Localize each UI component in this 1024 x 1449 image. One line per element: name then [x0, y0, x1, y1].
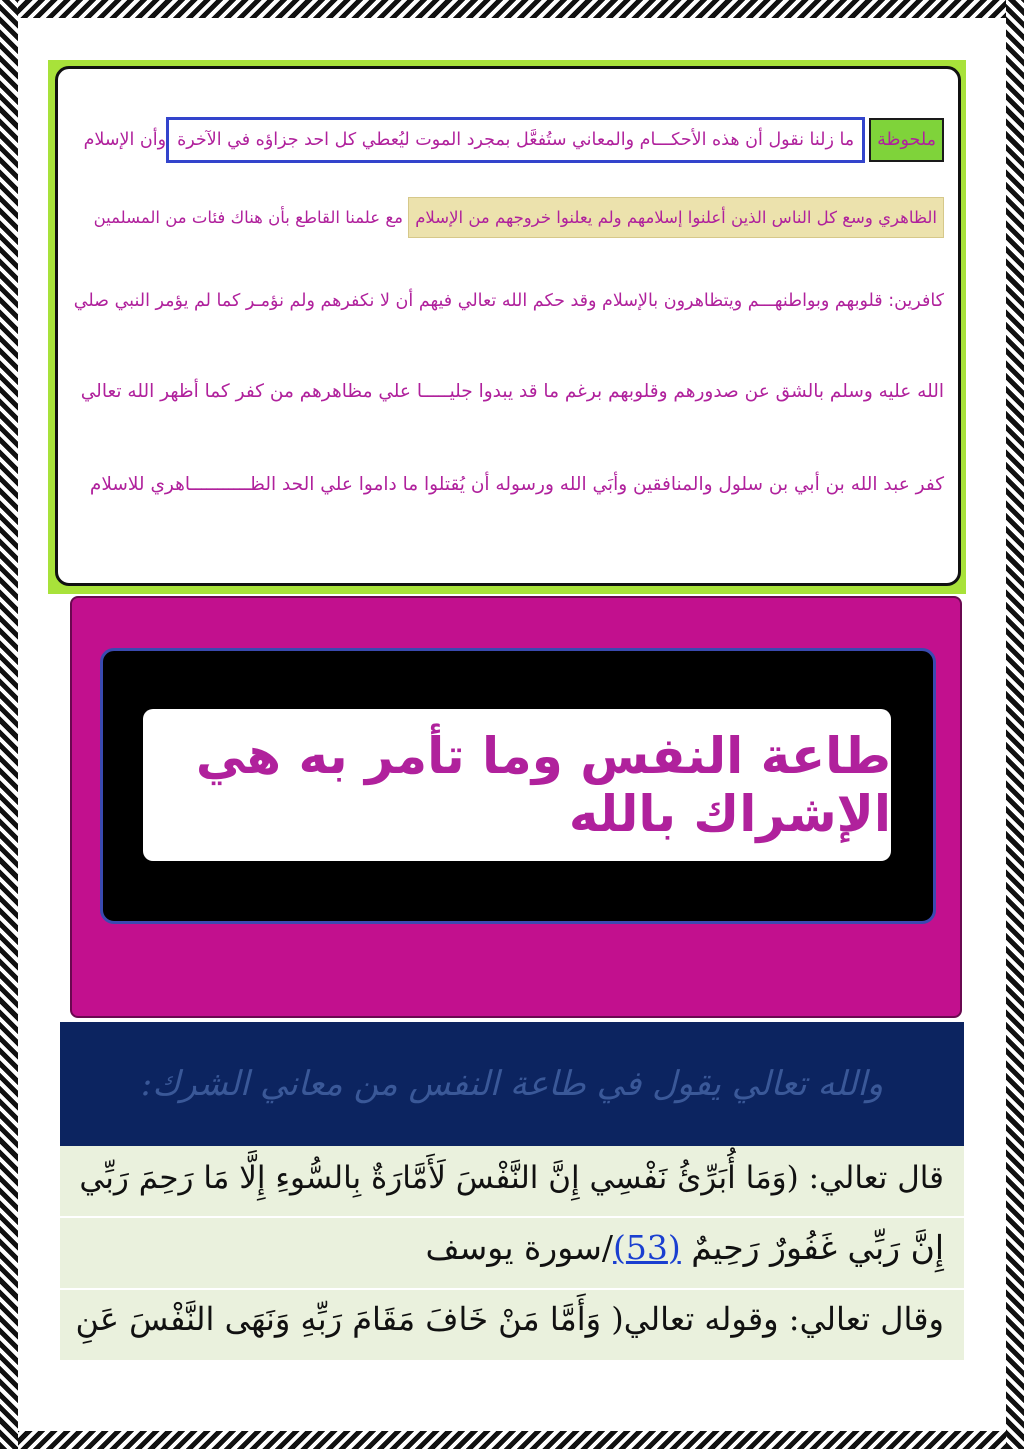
note-line-5: كفر عبد الله بن أبي بن سلول والمنافقين وأبَي الله ورسوله أن يُقتلوا ما داموا علي الحد الظـــــــــــاهري للاسلام	[89, 474, 944, 495]
decorative-border-right	[1006, 0, 1024, 1449]
title-text: طاعة النفس وما تأمر به هي الإشراك بالله	[195, 727, 891, 843]
note-line-2-end: مع علمنا القاطع بأن هناك فئات من المسلمين	[93, 208, 403, 227]
note-line-1	[84, 117, 944, 163]
decorative-border-left	[0, 0, 18, 1449]
section-banner	[60, 1022, 964, 1146]
title-card-frame	[100, 648, 936, 924]
verse-line-1: قال تعالي: (وَمَا أُبَرِّئُ نَفْسِي إِنَّ النَّفْسَ لَأَمَّارَةٌ بِالسُّوءِ إِلَّا مَا رَحِمَ رَبِّي	[79, 1160, 944, 1196]
note-panel	[48, 60, 966, 594]
verse-area	[60, 1146, 964, 1360]
note-box	[55, 66, 961, 586]
note-line-1-tail: وأن الإسلام	[83, 130, 167, 150]
verse-reference-link[interactable]: (53)	[613, 1228, 681, 1267]
decorative-border-bottom	[0, 1431, 1024, 1449]
note-line-4: الله عليه وسلم بالشق عن صدورهم وقلوبهم برغم ما قد يبدوا جليـــــا علي مظاهرهم من كفر كما أظهر الله تعالي	[80, 381, 944, 402]
title-card-inner	[143, 709, 891, 861]
verse-divider	[60, 1288, 964, 1290]
banner-text: والله تعالي يقول في طاعة النفس من معاني الشرك:	[140, 1064, 884, 1104]
verse-divider	[60, 1216, 964, 1218]
note-line-2	[94, 197, 944, 238]
note-label: ملحوظة	[869, 118, 944, 162]
note-line-2-start: الظاهري وسع كل الناس الذين أعلنوا إسلامهم ولم يعلنوا خروجهم من الإسلام	[408, 197, 944, 238]
note-line-3: كافرين: قلوبهم وبواطنهـــم ويتظاهرون بالإسلام وقد حكم الله تعالي فيهم أن لا نكفرهم ولم نؤمـر كما لم يؤمر النبي صلي	[73, 291, 944, 311]
verse-line-3: وقال تعالي: وقوله تعالي( وَأَمَّا مَنْ خَافَ مَقَامَ رَبِّهِ وَنَهَى النَّفْسَ عَنِ	[75, 1300, 944, 1338]
note-framed-text: ما زلنا نقول أن هذه الأحكـــام والمعاني ستُفعَّل بمجرد الموت ليُعطي كل احد جزاؤه في الآخرة	[166, 117, 865, 163]
verse-line-2	[425, 1228, 944, 1267]
title-card	[70, 596, 962, 1018]
verse-line-2-end: /سورة يوسف	[425, 1228, 614, 1267]
verse-line-2-start: إِنَّ رَبِّي غَفُورٌ رَحِيمٌ	[691, 1228, 944, 1267]
decorative-border-top	[0, 0, 1024, 18]
